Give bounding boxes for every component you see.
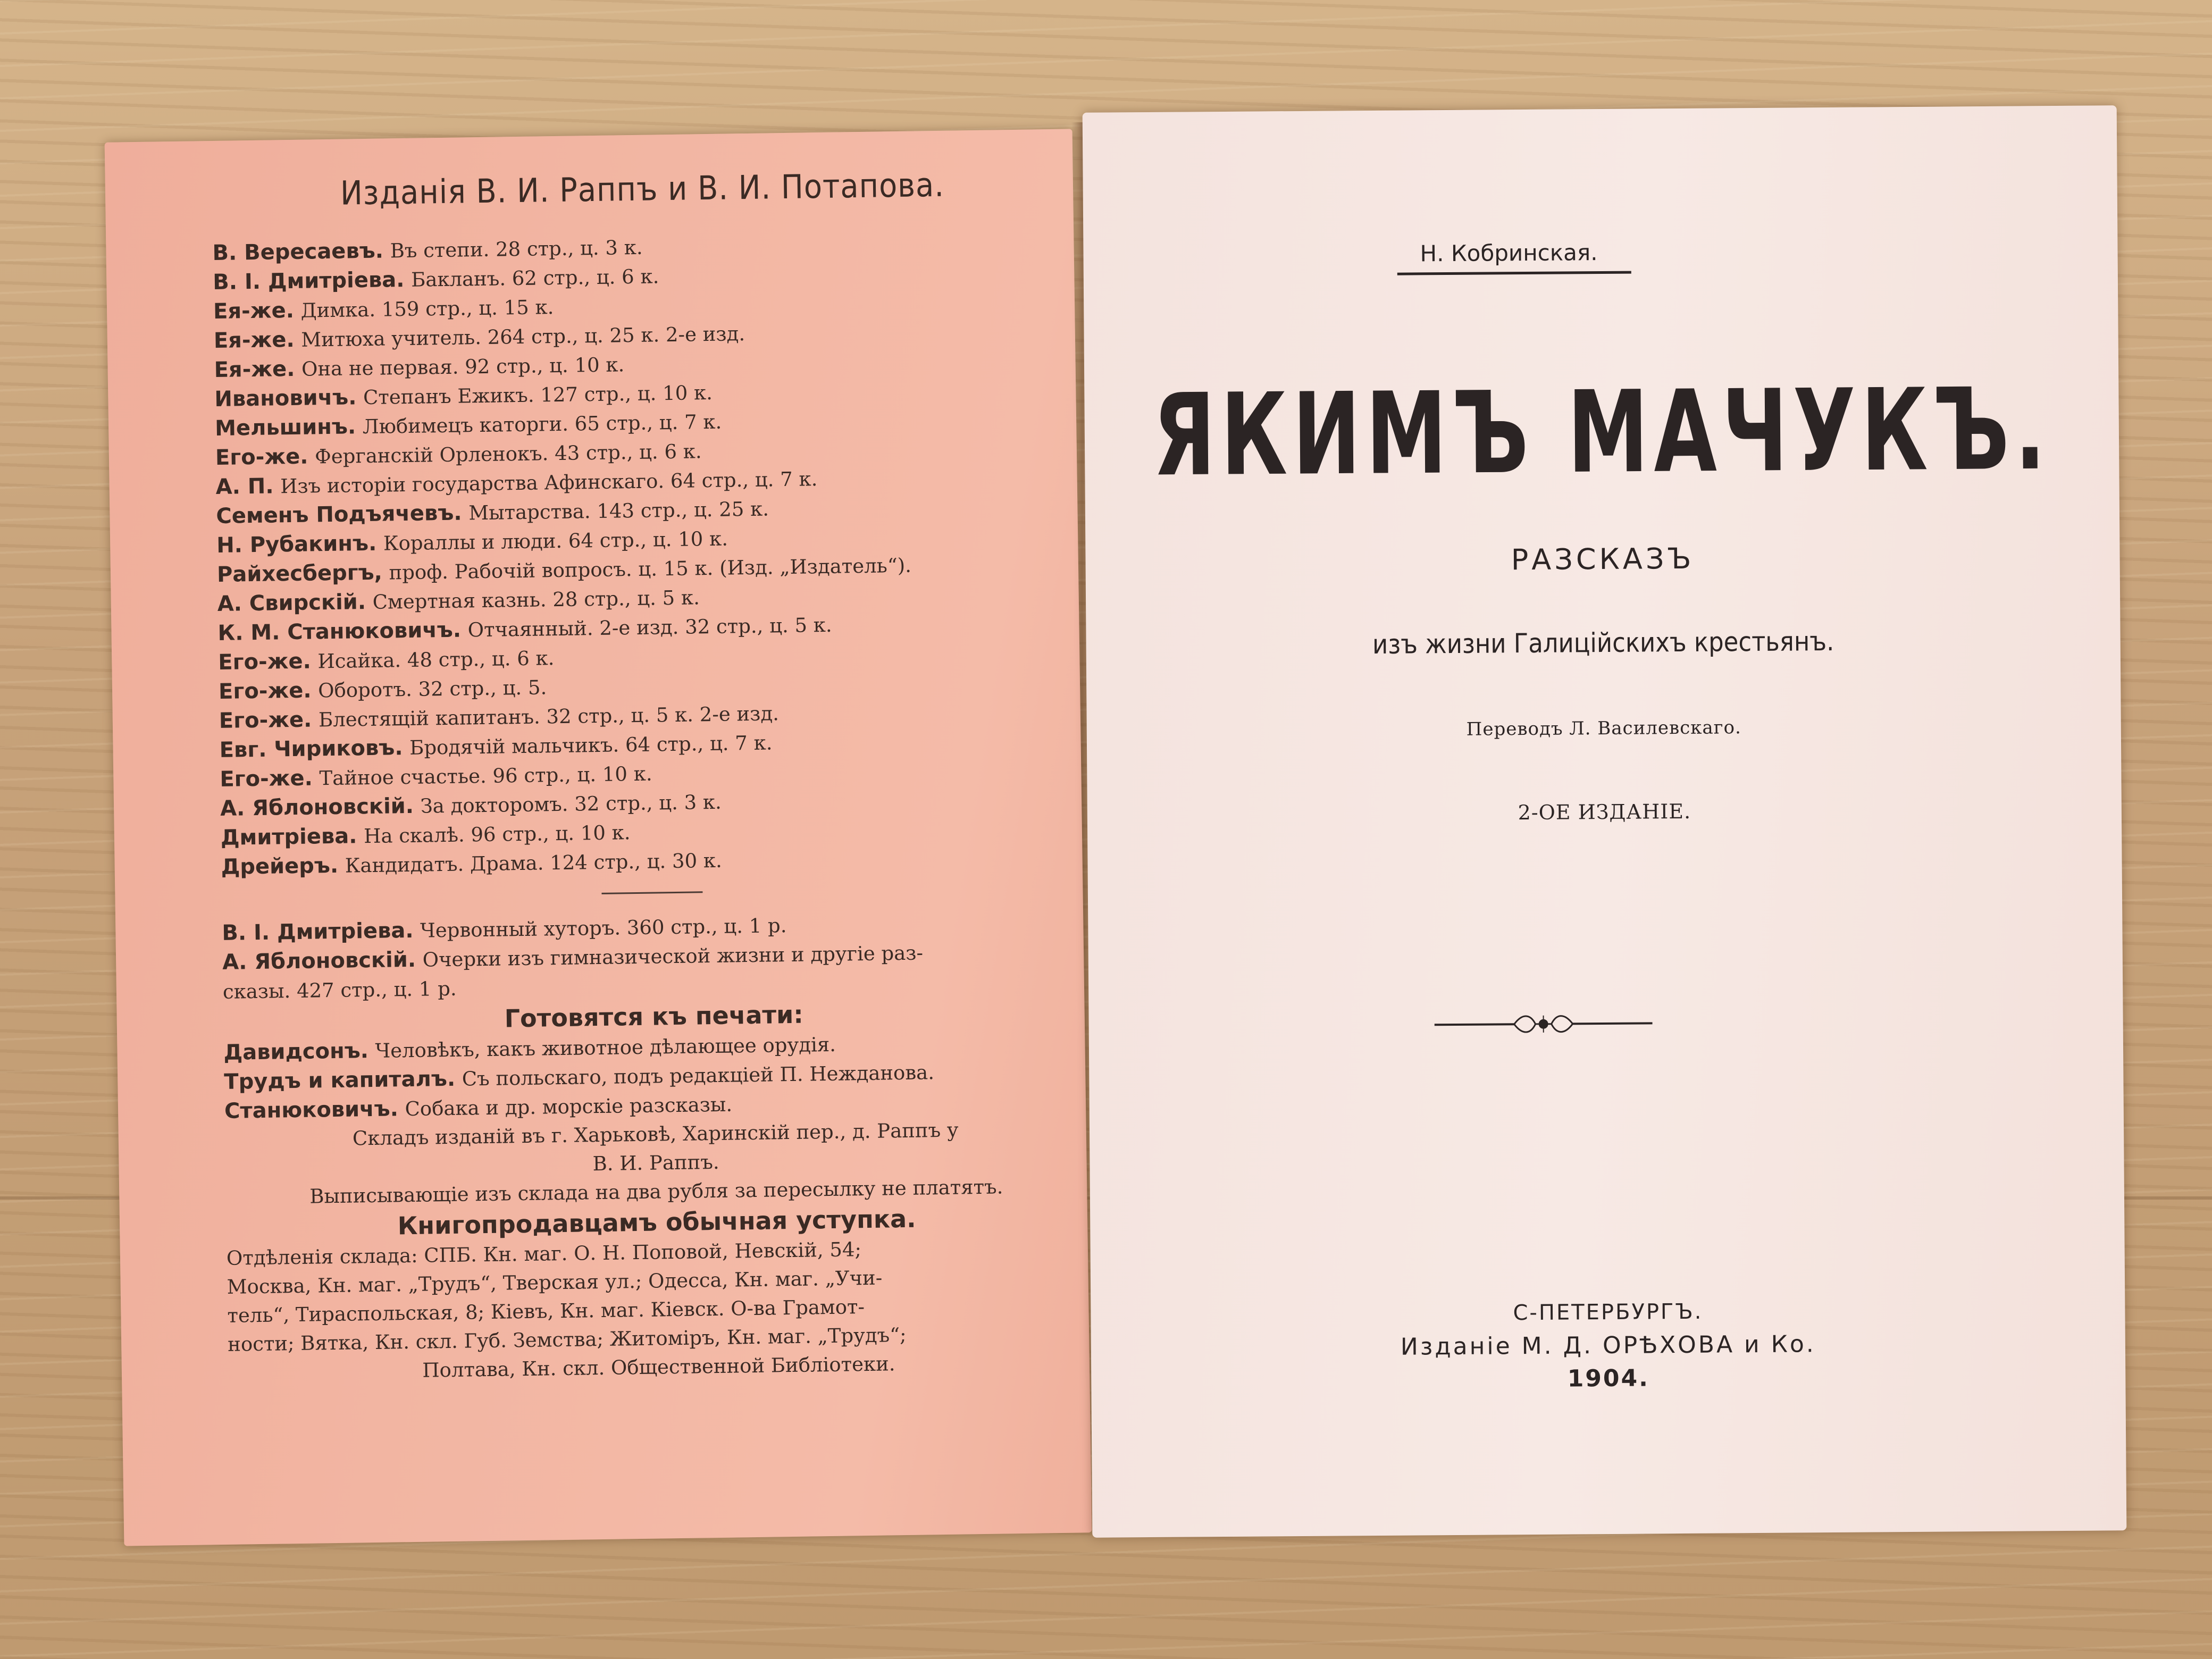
author-name: Н. Кобринская. — [1420, 239, 1598, 267]
warehouse-line-2: В. И. Раппъ. — [592, 1150, 719, 1176]
entry-author: Ея-же. — [214, 356, 295, 382]
publication-year: 1904. — [1567, 1364, 1650, 1393]
advert-title: Изданія В. И. Раппъ и В. И. Потапова. — [340, 165, 945, 213]
entry-continuation: сказы. 427 стр., ц. 1 р. — [222, 977, 457, 1003]
entry-author: А. Яблоновскій. — [222, 947, 416, 975]
entry-author: Его-же. — [218, 649, 312, 675]
entry-author: В. Вересаевъ. — [212, 238, 384, 266]
warehouse-line-1: Складъ изданій въ г. Харьковѣ, Харинскій пер., д. Раппъ у — [352, 1118, 959, 1150]
entry-author: Дрейеръ. — [221, 853, 339, 879]
entry-author: Ивановичъ. — [214, 385, 357, 412]
entry-details: Бакланъ. 62 стр., ц. 6 к. — [410, 265, 659, 291]
entry-author: Райхесбергъ, — [216, 560, 383, 587]
entry-details: За докторомъ. 32 стр., ц. 3 к. — [420, 790, 722, 818]
branch-line: Отдѣленія склада: СПБ. Кн. маг. О. Н. Поповой, Невскій, 54; — [226, 1238, 862, 1270]
advert-column — [212, 163, 1090, 1387]
entry-details: Димка. 159 стр., ц. 15 к. — [300, 296, 554, 322]
entry-details: Въ степи. 28 стр., ц. 3 к. — [390, 236, 643, 263]
entry-author: Его-же. — [218, 678, 312, 704]
booksellers-heading: Книгопродавцамъ обычная уступка. — [397, 1204, 916, 1241]
entry-author: В. І. Дмитріева. — [213, 267, 405, 295]
entry-author: А. Свирскій. — [217, 590, 366, 616]
branch-line: Москва, Кн. маг. „Трудъ“, Тверская ул.; Одесса, Кн. маг. „Учи- — [227, 1266, 883, 1298]
entry-details: Оборотъ. 32 стр., ц. 5. — [317, 676, 547, 702]
publication-city: С-ПЕТЕРБУРГЪ. — [1513, 1299, 1703, 1326]
entry-author: Мельшинъ. — [214, 414, 356, 441]
back-cover-page — [105, 129, 1092, 1546]
book-subtitle: изъ жизни Галиційскихъ крестьянъ. — [1372, 625, 1834, 660]
preparing-list — [223, 1026, 1086, 1126]
entry-author: В. І. Дмитріева. — [222, 918, 414, 945]
entry-details: На скалѣ. 96 стр., ц. 10 к. — [363, 821, 631, 848]
entry-details: Митюха учитель. 264 стр., ц. 25 к. 2-е изд. — [301, 322, 745, 351]
edition-label: 2-ОЕ ИЗДАНІЕ. — [1518, 799, 1691, 825]
genre-label: РАЗСКАЗЪ — [1511, 541, 1695, 577]
section-divider — [601, 891, 702, 894]
entry-author: Дмитріева. — [220, 824, 357, 850]
entry-details: Съ польскаго, подъ редакціей П. Нежданова. — [462, 1061, 935, 1091]
entry-details: Ферганскій Орленокъ. 43 стр., ц. 6 к. — [314, 440, 702, 468]
entry-author: А. П. — [215, 474, 274, 499]
entry-author: Станюковичъ. — [224, 1096, 399, 1124]
entry-author: Его-же. — [219, 707, 312, 733]
entry-details: Любимецъ каторги. 65 стр., ц. 7 к. — [362, 410, 722, 439]
branch-line: Полтава, Кн. скл. Общественной Библіотеки. — [422, 1352, 895, 1382]
branches-list — [227, 1232, 1090, 1388]
entry-details: Исайка. 48 стр., ц. 6 к. — [317, 647, 555, 673]
entry-author: Евг. Чириковъ. — [219, 735, 403, 763]
entry-author: Его-же. — [215, 444, 308, 470]
entry-details: Кандидатъ. Драма. 124 стр., ц. 30 к. — [345, 849, 723, 877]
branch-line: тель“, Тираспольская, 8; Кіевъ, Кн. маг. Кіевск. О-ва Грамот- — [227, 1295, 865, 1327]
entry-author: Семенъ Подъячевъ. — [216, 500, 462, 529]
entry-details: Степанъ Ежикъ. 127 стр., ц. 10 к. — [363, 381, 713, 409]
entry-details: Собака и др. морскіе разсказы. — [405, 1093, 733, 1121]
entry-author: Давидсонъ. — [223, 1038, 369, 1065]
entry-details: проф. Рабочій вопросъ. ц. 15 к. (Изд. „Издатель“). — [389, 554, 912, 584]
shipping-line: Выписывающіе изъ склада на два рубля за пересылку не платятъ. — [309, 1175, 1003, 1208]
entry-author: А. Яблоновскій. — [220, 793, 414, 821]
entry-details: Бродячій мальчикъ. 64 стр., ц. 7 к. — [409, 731, 773, 759]
entry-author: Его-же. — [220, 766, 313, 792]
entry-details: Червонный хуторъ. 360 стр., ц. 1 р. — [420, 914, 787, 942]
entry-author: Ея-же. — [213, 327, 295, 354]
publisher-line: Изданіе М. Д. ОРѢХОВА и Ко. — [1400, 1330, 1816, 1361]
preparing-heading: Готовятся къ печати: — [504, 1000, 804, 1033]
title-page — [1083, 105, 2127, 1538]
publication-list — [212, 227, 1083, 882]
entry-author: К. М. Станюковичъ. — [217, 617, 462, 646]
entry-author: Н. Рубакинъ. — [216, 531, 377, 558]
branch-line: ности; Вятка, Кн. скл. Губ. Земства; Житоміръ, Кн. маг. „Трудъ“; — [227, 1323, 907, 1356]
ornament-flourish-icon — [1434, 1007, 1652, 1041]
entry-details: Мытарства. 143 стр., ц. 25 к. — [468, 497, 769, 525]
entry-details: Блестящій капитанъ. 32 стр., ц. 5 к. 2-е изд. — [318, 702, 780, 732]
entry-details: Она не первая. 92 стр., ц. 10 к. — [301, 353, 625, 381]
entry-details: Изъ исторіи государства Афинскаго. 64 стр., ц. 7 к. — [280, 467, 818, 498]
translator-credit: Переводъ Л. Василевскаго. — [1466, 717, 1741, 740]
entry-details: Смертная казнь. 28 стр., ц. 5 к. — [372, 586, 700, 614]
book-title: ЯКИМЪ МАЧУКЪ. — [1152, 364, 2051, 502]
entry-details: Тайное счастье. 96 стр., ц. 10 к. — [319, 762, 652, 790]
entry-author: Трудъ и капиталъ. — [224, 1066, 456, 1094]
entry-details: Человѣкъ, какъ животное дѣлающее орудія. — [375, 1033, 836, 1062]
entry-author: Ея-же. — [213, 298, 295, 324]
entry-details: Очерки изъ гимназической жизни и другіе раз- — [422, 941, 924, 971]
entry-details: Отчаянный. 2-е изд. 32 стр., ц. 5 к. — [467, 613, 832, 642]
entry-details: Кораллы и люди. 64 стр., ц. 10 к. — [383, 527, 728, 555]
author-underline — [1397, 271, 1631, 275]
